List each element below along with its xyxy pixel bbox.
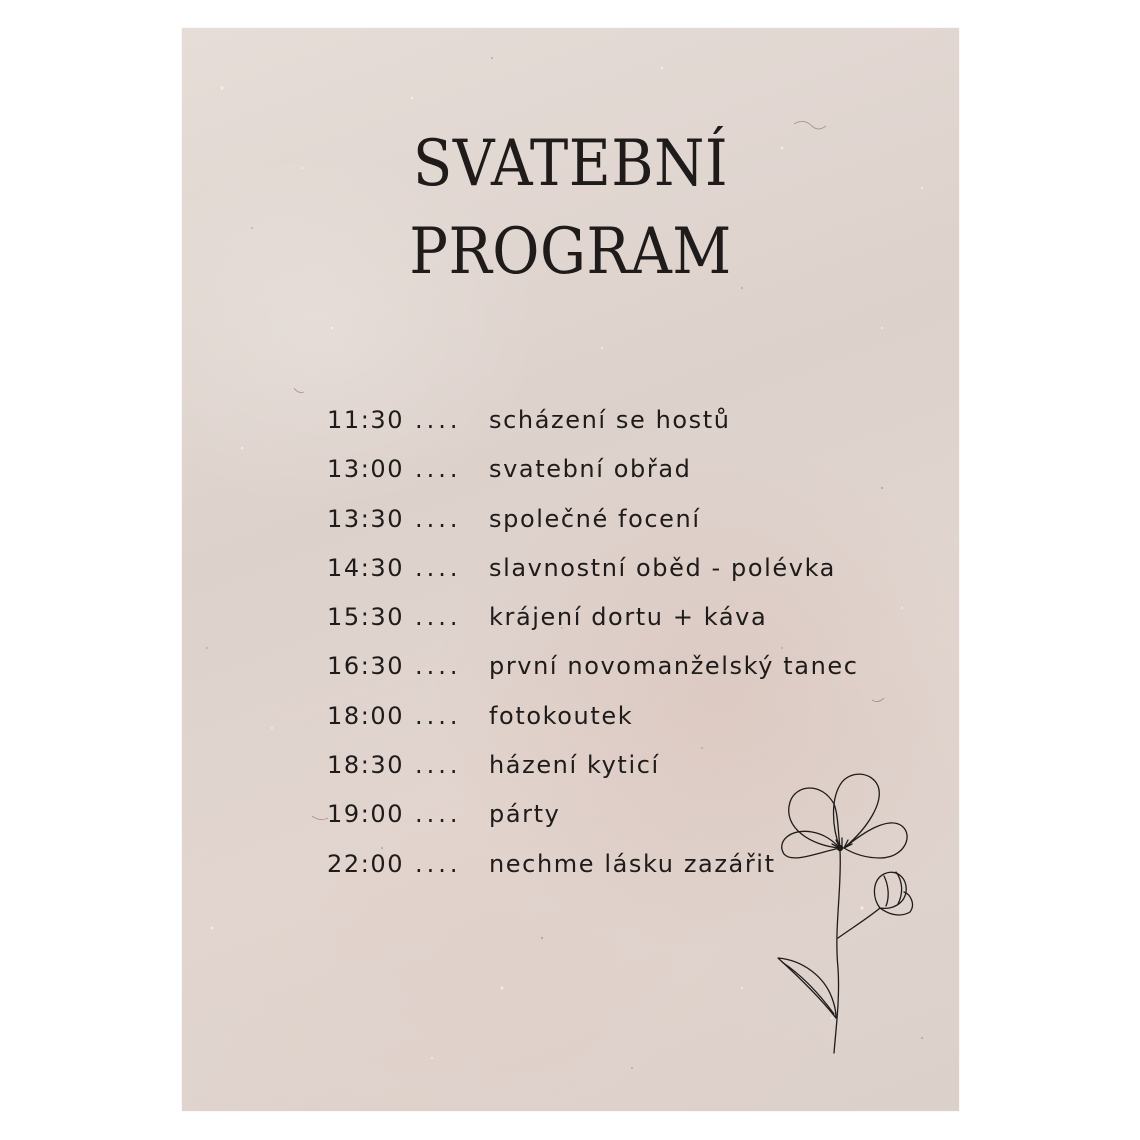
schedule-event: krájení dortu + káva xyxy=(489,603,768,632)
title-line-1: SVATEBNÍ xyxy=(412,127,729,201)
schedule-time: 15:30 xyxy=(327,603,405,632)
schedule-time: 16:30 xyxy=(327,652,405,681)
title-line-2: PROGRAM xyxy=(409,215,732,289)
schedule-time: 11:30 xyxy=(327,406,405,434)
schedule-separator: .... xyxy=(415,504,462,533)
schedule-event: společné focení xyxy=(489,504,701,533)
schedule-separator: .... xyxy=(415,553,462,582)
schedule-event: slavnostní oběd - polévka xyxy=(489,553,836,582)
schedule-separator: .... xyxy=(415,455,462,484)
schedule-event: fotokoutek xyxy=(489,701,634,730)
schedule-time: 18:30 xyxy=(327,751,405,780)
schedule-time: 18:00 xyxy=(327,701,405,730)
schedule-separator: .... xyxy=(415,603,462,632)
schedule-separator: .... xyxy=(415,800,462,829)
schedule-event: nechme lásku zazářit xyxy=(489,849,776,878)
schedule-separator: .... xyxy=(415,849,462,878)
schedule-time: 19:00 xyxy=(327,800,405,829)
schedule-event: scházení se hostů xyxy=(489,406,731,434)
schedule-event: házení kyticí xyxy=(489,751,660,780)
schedule-event: párty xyxy=(489,800,561,829)
schedule-separator: .... xyxy=(415,652,462,681)
schedule-time: 14:30 xyxy=(327,553,405,582)
program-card xyxy=(182,28,959,1111)
schedule-separator: .... xyxy=(415,406,462,434)
schedule-time: 13:00 xyxy=(327,455,405,484)
schedule-event: první novomanželský tanec xyxy=(489,652,859,681)
poppy-flower-icon xyxy=(772,768,922,1058)
schedule-separator: .... xyxy=(415,751,462,780)
schedule-event: svatební obřad xyxy=(489,455,692,484)
schedule-time: 22:00 xyxy=(327,849,405,878)
schedule-time: 13:30 xyxy=(327,504,405,533)
schedule-separator: .... xyxy=(415,701,462,730)
